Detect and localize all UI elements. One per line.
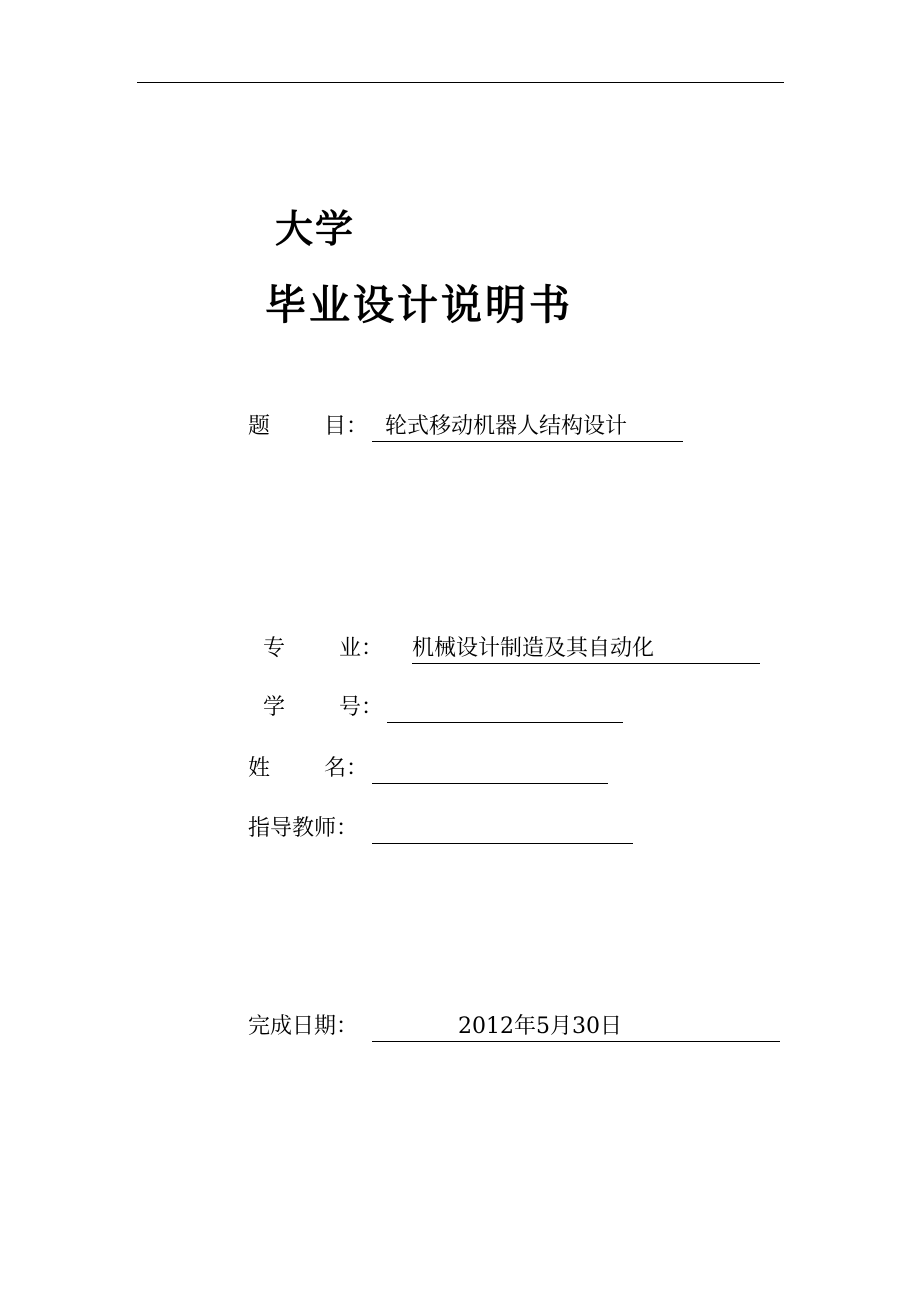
student-id-underline[interactable] (387, 693, 623, 723)
student-id-label-a: 学 (263, 695, 286, 720)
student-id-field (263, 693, 628, 723)
completion-date-value: 2012年5月30日 (458, 1014, 622, 1039)
topic-label-a: 题 (248, 414, 271, 439)
completion-date-label: 完成日期： (248, 1014, 359, 1039)
student-id-label-b: 号： (339, 695, 384, 720)
major-field (263, 634, 763, 664)
topic-label-b: 目： (324, 414, 369, 439)
topic-value: 轮式移动机器人结构设计 (385, 414, 628, 439)
major-label-b: 业： (339, 636, 384, 661)
name-label-a: 姓 (248, 756, 271, 781)
header-rule (137, 82, 784, 83)
name-underline[interactable] (372, 754, 608, 784)
name-field (248, 754, 613, 784)
name-label-b: 名： (324, 756, 369, 781)
topic-field (248, 412, 688, 442)
advisor-field (248, 814, 638, 844)
advisor-underline[interactable] (372, 814, 633, 844)
university-name: 大学 (275, 207, 356, 251)
completion-date-field (248, 1012, 788, 1042)
advisor-label: 指导教师： (248, 816, 359, 841)
document-title: 毕业设计说明书 (265, 281, 573, 329)
major-value: 机械设计制造及其自动化 (412, 636, 655, 661)
major-label-a: 专 (263, 636, 286, 661)
